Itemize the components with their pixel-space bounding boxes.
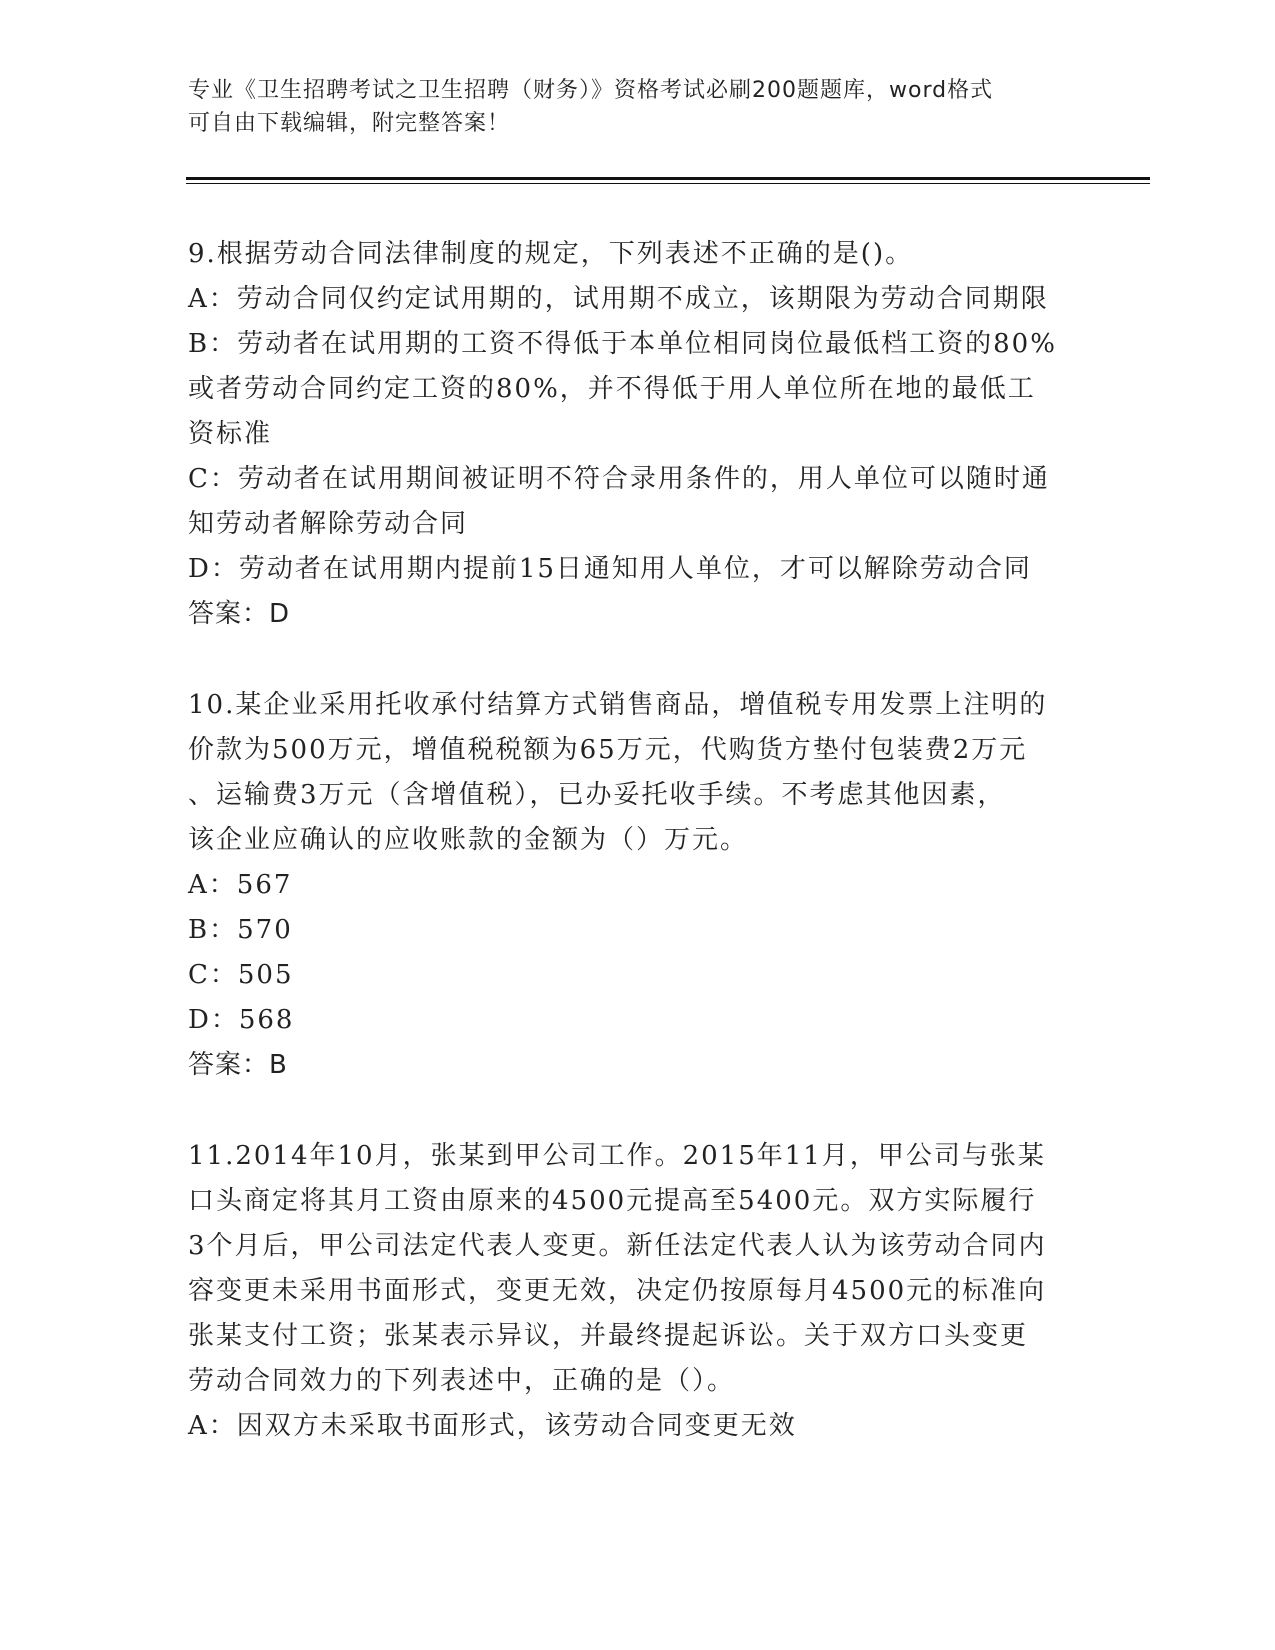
question-text: 10.某企业采用托收承付结算方式销售商品，增值税专用发票上注明的	[188, 690, 1048, 720]
question-text: 9.根据劳动合同法律制度的规定，下列表述不正确的是()。	[188, 239, 914, 269]
option-d	[188, 547, 1088, 592]
option-a: A：567	[188, 870, 293, 900]
option-a	[188, 277, 1088, 322]
option-c	[188, 457, 1088, 547]
option-text: C：劳动者在试用期间被证明不符合录用条件的，用人单位可以随时通	[188, 464, 1050, 494]
question-text: 11.2014年10月，张某到甲公司工作。2015年11月，甲公司与张某	[188, 1141, 1046, 1171]
option-b	[188, 322, 1088, 457]
answer-label: 答案：B	[188, 1050, 288, 1080]
header-divider-thick	[186, 177, 1150, 180]
header-divider-thin	[186, 183, 1150, 184]
question-11	[188, 1134, 1088, 1449]
answer-label: 答案：D	[188, 599, 291, 629]
option-text: 或者劳动合同约定工资的80%，并不得低于用人单位所在地的最低工	[188, 374, 1036, 404]
option-text: D：劳动者在试用期内提前15日通知用人单位，才可以解除劳动合同	[188, 554, 1032, 584]
question-text: 劳动合同效力的下列表述中，正确的是（）。	[188, 1366, 736, 1396]
question-text: 该企业应确认的应收账款的金额为（）万元。	[188, 825, 749, 855]
option-text: A：劳动合同仅约定试用期的，试用期不成立，该期限为劳动合同期限	[188, 284, 1049, 314]
question-text: 容变更未采用书面形式，变更无效，决定仍按原每月4500元的标准向	[188, 1276, 1047, 1306]
header-line: 可自由下载编辑，附完整答案！	[188, 111, 511, 136]
option-text: 资标准	[188, 419, 273, 449]
question-9	[188, 232, 1088, 637]
option-text: B：劳动者在试用期的工资不得低于本单位相同岗位最低档工资的80%	[188, 329, 1057, 359]
option-b: B：570	[188, 915, 293, 945]
question-text: 、运输费3万元（含增值税），已办妥托收手续。不考虑其他因素，	[188, 780, 1006, 810]
page-header	[188, 74, 1068, 140]
question-text: 口头商定将其月工资由原来的4500元提高至5400元。双方实际履行	[188, 1186, 1037, 1216]
option-text: 知劳动者解除劳动合同	[188, 509, 469, 539]
option-c: C：505	[188, 960, 294, 990]
document-body	[188, 232, 1088, 1495]
option-a: A：因双方未采取书面形式，该劳动合同变更无效	[188, 1411, 797, 1441]
question-text: 3个月后，甲公司法定代表人变更。新任法定代表人认为该劳动合同内	[188, 1231, 1047, 1261]
question-text: 张某支付工资；张某表示异议，并最终提起诉讼。关于双方口头变更	[188, 1321, 1029, 1351]
question-10	[188, 683, 1088, 1088]
header-line: 专业《卫生招聘考试之卫生招聘（财务）》资格考试必刷200题题库，word格式	[188, 78, 994, 103]
option-d: D：568	[188, 1005, 295, 1035]
question-text: 价款为500万元，增值税税额为65万元，代购货方垫付包装费2万元	[188, 735, 1028, 765]
